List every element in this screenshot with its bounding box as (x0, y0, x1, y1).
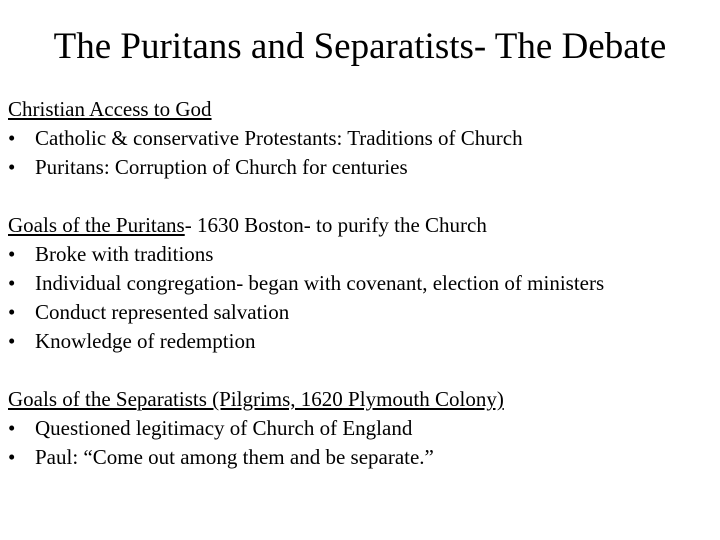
section-heading-underlined: Goals of the Puritans (8, 213, 185, 237)
list-item (8, 327, 713, 356)
list-item (8, 240, 713, 269)
section-heading-underlined: Goals of the Separatists (Pilgrims, 1620 Plymouth Colony) (8, 387, 504, 411)
list-item (8, 443, 713, 472)
section-heading-rest: - 1630 Boston- to purify the Church (184, 213, 487, 237)
list-item-text: Conduct represented salvation (35, 300, 290, 324)
section-heading (8, 211, 713, 240)
bullet-marker: • (8, 242, 16, 266)
bullet-marker: • (8, 300, 16, 324)
slide-title: The Puritans and Separatists- The Debate (53, 26, 667, 67)
list-item-text: Individual congregation- began with covenant, election of ministers (35, 271, 605, 295)
section-goals-separatists (8, 385, 713, 472)
list-item (8, 153, 713, 182)
slide-body (8, 95, 713, 472)
list-item-text: Questioned legitimacy of Church of England (35, 416, 413, 440)
bullet-marker: • (8, 329, 16, 353)
bullet-list (8, 240, 713, 356)
list-item (8, 414, 713, 443)
bullet-marker: • (8, 445, 16, 469)
list-item-text: Knowledge of redemption (35, 329, 256, 353)
section-heading (8, 385, 713, 414)
bullet-list (8, 124, 713, 182)
section-heading-underlined: Christian Access to God (8, 97, 212, 121)
list-item (8, 269, 713, 298)
list-item (8, 298, 713, 327)
list-item (8, 124, 713, 153)
bullet-marker: • (8, 126, 16, 150)
section-christian-access (8, 95, 713, 182)
list-item-text: Catholic & conservative Protestants: Traditions of Church (35, 126, 523, 150)
section-heading (8, 95, 713, 124)
section-goals-puritans (8, 211, 713, 356)
bullet-marker: • (8, 416, 16, 440)
bullet-marker: • (8, 271, 16, 295)
bullet-marker: • (8, 155, 16, 179)
list-item-text: Broke with traditions (35, 242, 214, 266)
bullet-list (8, 414, 713, 472)
list-item-text: Paul: “Come out among them and be separate.” (35, 445, 434, 469)
list-item-text: Puritans: Corruption of Church for centuries (35, 155, 408, 179)
